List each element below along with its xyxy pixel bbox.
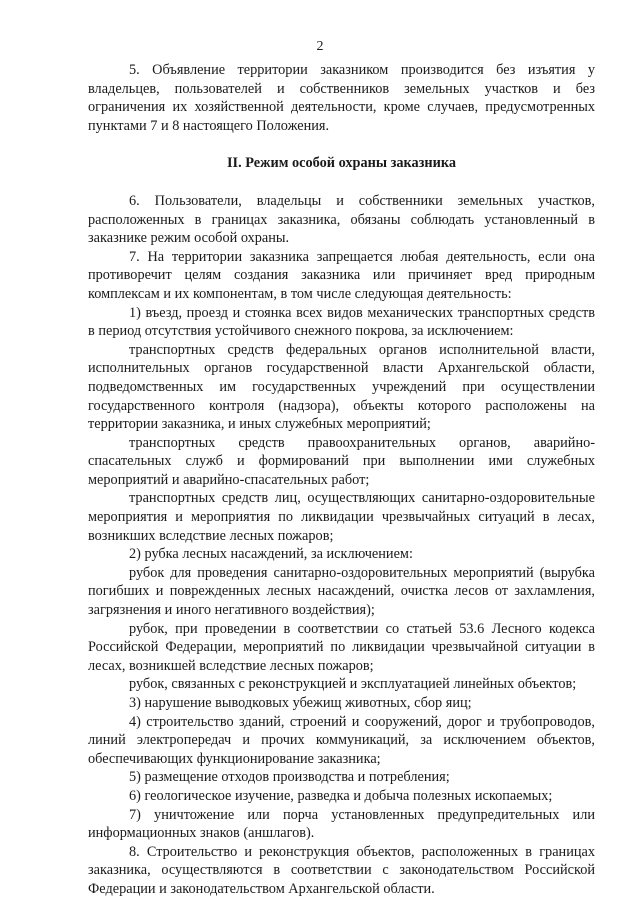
paragraph-7: 7. На территории заказника запрещается любая деятельность, если она противоречит целям создания заказника или причиняет вред природным комплексам и их компонентам, в том числе следующая деятельность: (88, 248, 595, 302)
exception-item: рубок, при проведении в соответствии со статьей 53.6 Лесного кодекса Российской Федерации, мероприятий по ликвидации чрезвычайной ситуации в лесах, возникшей вследствие лесных пожаров; (88, 620, 595, 674)
page-number: 2 (316, 39, 324, 54)
list-item-3: 3) нарушение выводковых убежищ животных, сбор яиц; (129, 695, 472, 711)
list-item-4: 4) строительство зданий, строений и сооружений, дорог и трубопроводов, линий электропередач и прочих коммуникаций, за исключением объектов, обеспечивающих функционирование заказника; (88, 713, 595, 767)
section-heading: II. Режим особой охраны заказника (226, 155, 457, 172)
paragraph-5: 5. Объявление территории заказником производится без изъятия у владельцев, пользователей и собственников земельных участков и без ограничения их хозяйственной деятельности, кроме случаев, предусмотренных пунктами 7 и 8 настоящего Положения. (88, 62, 595, 134)
paragraph-8: 8. Строительство и реконструкция объектов, расположенных в границах заказника, осуществляются в соответствии с законодательством Российской Федерации и законодательством Архангельской области. (88, 843, 595, 897)
list-item-5: 5) размещение отходов производства и потребления; (129, 769, 450, 786)
exception-item: транспортных средств федеральных органов исполнительной власти, исполнительных органов государственной власти Архангельской области, подведомственных им государственных учреждений при осуществлении государственного контроля (надзора), объекты которого расположены на территории заказника, и иных служебных мероприятий; (88, 341, 595, 433)
exception-item: транспортных средств правоохранительных органов, аварийно-спасательных служб и формирований при выполнении ими служебных мероприятий и аварийно-спасательных работ; (88, 434, 595, 488)
list-item-1: 1) въезд, проезд и стоянка всех видов механических транспортных средств в период отсутствия устойчивого снежного покрова, за исключением: (88, 304, 595, 340)
list-item-2: 2) рубка лесных насаждений, за исключением: (129, 546, 413, 563)
exception-item: транспортных средств лиц, осуществляющих санитарно-оздоровительные мероприятия и мероприятия по ликвидации чрезвычайных ситуаций в лесах, возникших вследствие лесных пожаров; (88, 490, 595, 544)
exception-item: рубок, связанных с реконструкцией и эксплуатацией линейных объектов; (129, 676, 577, 693)
exception-item: рубок для проведения санитарно-оздоровительных мероприятий (вырубка погибших и поврежденных лесных насаждений, очистка лесов от захламления, загрязнения и иного негативного воздействия); (88, 564, 595, 619)
paragraph-6: 6. Пользователи, владельцы и собственники земельных участков, расположенных в границах заказника, обязаны соблюдать установленный в заказнике режим особой охраны. (88, 192, 595, 247)
document-body (88, 61, 595, 899)
list-item-7: 7) уничтожение или порча установленных предупредительных или информационных знаков (аншлагов). (88, 806, 595, 842)
list-item-6: 6) геологическое изучение, разведка и добыча полезных ископаемых; (129, 787, 553, 804)
